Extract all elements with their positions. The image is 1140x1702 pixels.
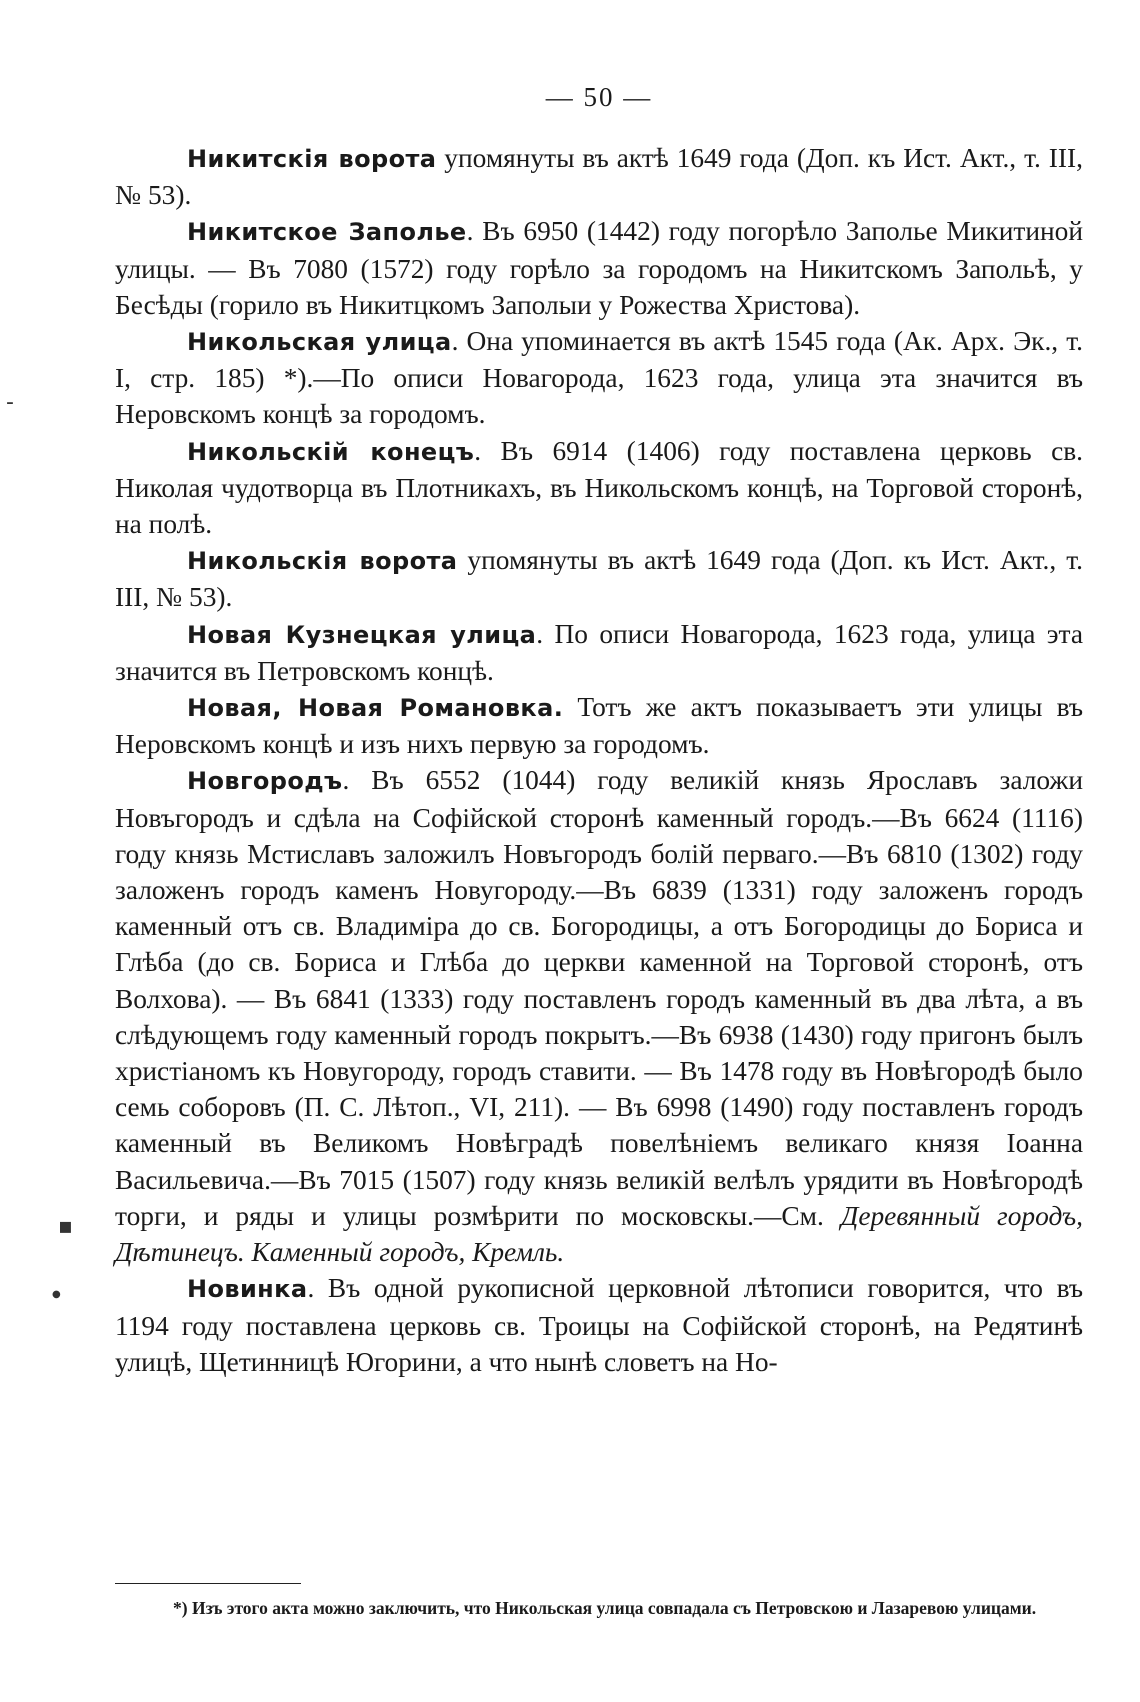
entry-heading: Новинка [187,1275,308,1304]
entry-nikitskiya-vorota [115,140,1083,213]
cross-references: Деревянный городъ, Дѣтинецъ. Каменный городъ, Кремль. [115,1200,1083,1268]
entry-text: . Въ 6914 (1406) году поставлена церковь св. Николая чудотворца въ Плотникахъ, въ Никольскомъ концѣ, на Торговой сторонѣ, на полѣ. [115,435,1084,540]
entry-novgorod [115,762,1083,1270]
entry-text: . Она упоминается въ актѣ 1545 года (Ак. Арх. Эк., т. I, стр. 185) *).—По описи Новагорода, 1623 года, улица эта значится въ Неровскомъ концѣ за городомъ. [115,326,1083,430]
scan-speck: ▪ [58,1214,73,1239]
entry-heading: Никольскій конецъ [187,437,475,466]
entry-heading: Новая, Новая Романовка. [187,694,564,723]
entry-text: . По описи Новагорода, 1623 года, улица эта значится въ Петровскомъ концѣ. [115,618,1083,686]
entry-nikolskiy-konets [115,433,1083,543]
entry-nikolskaya-ulitsa [115,323,1083,433]
entry-heading: Никитское Заполье [187,218,467,247]
entry-text: . Въ одной рукописной церковной лѣтописи говорится, что въ 1194 году поставлена церковь св. Троицы на Софійской сторонѣ, на Редятинѣ улицѣ, Щетинницѣ Югорини, а что нынѣ словетъ на Но- [115,1273,1083,1377]
page-number: — 50 — [545,82,653,112]
entry-text: . Въ 6950 (1442) году погорѣло Заполье Микитиной улицы. — Въ 7080 (1572) году горѣло за городомъ на Никитскомъ Запольѣ, у Бесѣды (горило въ Никитцкомъ Заполыи у Рожества Христова). [115,216,1083,320]
entry-nikolskiya-vorota [115,542,1083,615]
entry-text: . Въ 6552 (1044) году великій князь Ярославъ заложи Новъгородъ и сдѣла на Софійской сторонѣ каменный городъ.—Въ 6624 (1116) году князь Мстиславъ заложилъ Новъгородъ болій перваго.—Въ 6810 (1302) году заложенъ городъ каменъ Новугороду.—Въ 6839 (1331) году заложенъ городъ каменный отъ св. Владиміра до св. Богородицы, а отъ Богородицы до Бориса и Глѣба (до св. Бориса и Глѣба до церкви каменной на Торговой сторонѣ, отъ Волхова). — Въ 6841 (1333) году поставленъ городъ каменный въ два лѣта, а въ слѣдующемъ году каменный городъ покрытъ.—Въ 6938 (1430) году пригонъ былъ христіаномъ къ Новугороду, городъ ставити. — Въ 1478 году въ Новѣгородѣ было семь соборовъ (П. С. Лѣтоп., VI, 211). — Въ 6998 (1490) году поставленъ городъ каменный въ Великомъ Новѣградѣ повелѣніемъ великаго князя Іоанна Васильевича.—Въ 7015 (1507) году князь великій велѣлъ урядити въ Новѣгородѣ торги, и ряды и улицы розмѣрити по московскы.—См. [115,765,1083,1231]
document-page [115,0,1083,1702]
entry-heading: Никитскія ворота [187,145,437,173]
entry-text: Тотъ же актъ показываетъ эти улицы въ Неровскомъ концѣ и изъ нихъ первую за городомъ. [115,692,1084,760]
entry-heading: Никольскія ворота [187,547,458,576]
scan-speck: ● [52,1289,61,1300]
entry-text: упомянуты въ актѣ 1649 года (Доп. къ Ист. Акт., т. III, № 53). [115,545,1083,613]
entry-heading: Новая Кузнецкая улица [187,620,537,649]
entry-novinka [115,1270,1083,1380]
footnote-divider [115,1583,301,1584]
entry-nikitskoe-zapolye [115,213,1083,323]
scan-speck: ‑ [6,390,14,415]
footnote: *) Изъ этого акта можно заключить, что Никольская улица совпадала съ Петровскою и Лазаревою улицами. [173,1598,1037,1618]
body-text [115,140,1083,1380]
entry-novaya-romanovka [115,689,1083,762]
entry-heading: Новгородъ [187,767,343,796]
entry-novaya-kuznetskaya [115,616,1083,689]
entry-text: упомянуты въ актѣ 1649 года (Доп. къ Ист. Акт., т. III, № 53). [115,143,1083,211]
entry-heading: Никольская улица [187,328,452,357]
